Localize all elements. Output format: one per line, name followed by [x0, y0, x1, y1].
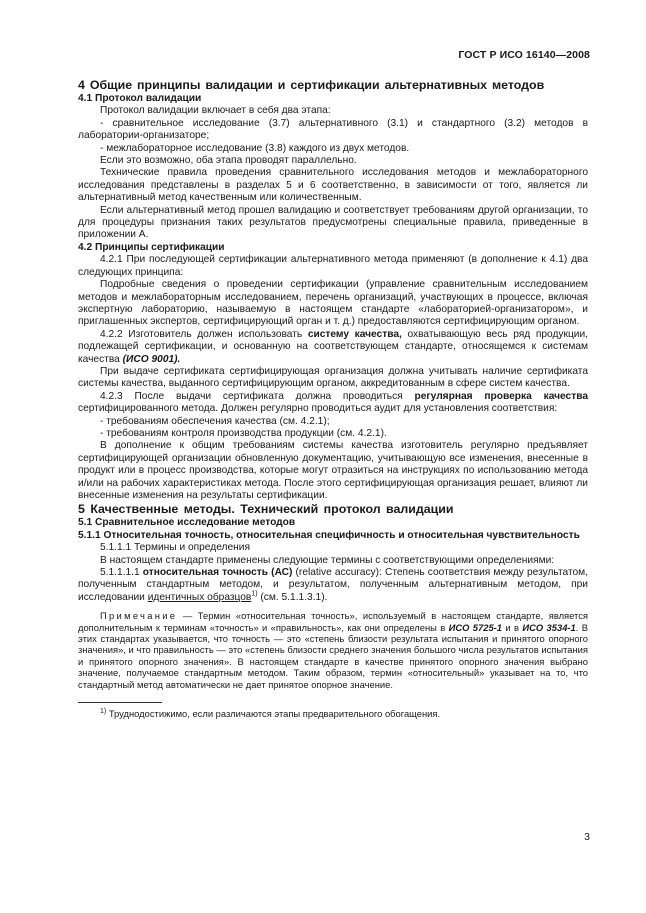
text: . В этих стандартах указывается, что точность — это «степень близости результата испытания и принятого опорного значения», и что правильность — это «степень близости среднего значения большого числа результатов испытания и принятого опорного значения». В настоящем стандарте в качестве принятого опорного значения выбрано значение, получаемое стандартным методом. Таким образом, термин «относительный» указывает на то, что стандартный метод автоматически не дает принятое опорное значение.: [78, 621, 589, 690]
paragraph: В настоящем стандарте применены следующие термины с соответствующими определениями:: [100, 554, 555, 566]
subsection-5-1-1-title: 5.1.1 Относительная точность, относительная специфичность и относительная чувствительность: [78, 529, 580, 541]
bold-term: регулярная проверка качества: [414, 390, 588, 402]
standard-header: ГОСТ Р ИСО 16140—2008: [458, 49, 590, 61]
standard-reference: (ИСО 9001).: [122, 353, 181, 365]
section-5-title: 5 Качественные методы. Технический протокол валидации: [78, 502, 454, 517]
section-4-title: 4 Общие принципы валидации и сертификации альтернативных методов: [78, 78, 545, 92]
footnote-divider: [78, 702, 162, 703]
paragraph: 4.2.1 При последующей сертификации альтернативного метода применяют (в дополнение к 4.1) два следующих принципа:: [78, 254, 588, 278]
footnote: [78, 708, 588, 719]
paragraph: [78, 329, 588, 366]
text: 4.2.2 Изготовитель должен использовать: [100, 328, 308, 340]
paragraph: В дополнение к общим требованиям системы качества изготовитель регулярно предъявляет сертифицирующей организации обновленную документацию, учитывающую все изменения, внесенные в продукт или в процесс производства, которые могут отразиться на инструкциях по использованию метода и/или на рабочих характеристиках метода. После этого сертифицирующая организация решает, влияют ли внесенные изменения на результаты сертификации.: [78, 440, 588, 501]
text: — Термин «относительная точность», используемый в настоящем стандарте, является дополнительным к терминам «точность» и «правильность», как они определены в: [78, 610, 588, 633]
bold-term: систему качества,: [307, 328, 402, 340]
footnote-text: Труднодостижимо, если различаются этапы предварительного обогащения.: [106, 708, 441, 720]
paragraph: Если это возможно, оба этапа проводят параллельно.: [100, 155, 357, 167]
note-label: Примечание: [100, 610, 178, 622]
bold-term: относительная точность (АС): [142, 567, 293, 579]
text: и в: [502, 621, 523, 633]
text: 5.1.1.1.1: [100, 567, 143, 579]
footnote-ref: 1): [251, 590, 258, 598]
paragraph: Технические правила проведения сравнительного исследования методов и межлабораторного исследования представлены в разделах 5 и 6 соответственно, в зависимости от того, является ли альтернативный метод качественным или количественным.: [78, 167, 588, 204]
subsection-4-2-title: 4.2 Принципы сертификации: [78, 241, 225, 253]
paragraph: 5.1.1.1 Термины и определения: [100, 542, 250, 554]
text: (relative accuracy): Степень соответствия между результатом, полученным стандартным методом, и результатом, полученным альтернативным методом, при исследовании: [78, 567, 588, 603]
page-number: 3: [584, 831, 590, 843]
footnote-mark: 1): [100, 707, 107, 715]
subsection-4-1-title: 4.1 Протокол валидации: [78, 93, 202, 104]
text: охватывающую весь ряд продукции, подлежащей сертификации, и основанную на соответствующем стандарте, относящемся к системам качества: [78, 328, 588, 365]
subsection-5-1-title: 5.1 Сравнительное исследование методов: [78, 517, 296, 529]
paragraph: [78, 391, 588, 416]
paragraph: - сравнительное исследование (3.7) альтернативного (3.1) и стандартного (3.2) методов в лаборатории-организаторе;: [78, 117, 588, 142]
paragraph: Протокол валидации включает в себя два этапа:: [100, 105, 331, 117]
page-content: [78, 78, 588, 720]
text: сертифицированного метода. Должен регулярно проводиться аудит для установления соответствия:: [78, 403, 558, 415]
underlined-term: идентичных образцов: [147, 591, 252, 603]
paragraph: - требованиям контроля производства продукции (см. 4.2.1).: [100, 427, 387, 439]
text: 4.2.3 После выдачи сертификата должна проводиться: [100, 390, 415, 402]
text: (см. 5.1.1.3.1).: [257, 591, 328, 603]
paragraph: [78, 567, 588, 604]
standard-reference: ИСО 3534-1: [522, 621, 576, 633]
paragraph: При выдаче сертификата сертифицирующая организация должна учитывать наличие сертификата системы качества, выданного сертифицирующим органом, аккредитованным в сфере систем качества.: [78, 365, 588, 390]
paragraph: - межлабораторное исследование (3.8) каждого из двух методов.: [100, 142, 410, 154]
paragraph: Подробные сведения о проведении сертификации (управление сравнительным исследованием методов и межлабораторным исследованием, перечень организаций, участвующих в процессе, включая экспертную лабораторию, называемую в настоящем стандарте «лабораторией-организатором», и приглашенных экспертов, сертифицирующий орган и т. д.) предоставляются сертифицирующим органом.: [78, 279, 588, 328]
paragraph: Если альтернативный метод прошел валидацию и соответствует требованиям другой организации, то для процедуры признания таких результатов предусмотрены специальные правила, приведенные в приложении А.: [78, 204, 588, 241]
note: [78, 610, 588, 690]
standard-reference: ИСО 5725-1: [448, 621, 502, 633]
paragraph: - требованиям обеспечения качества (см. 4.2.1);: [100, 415, 330, 427]
